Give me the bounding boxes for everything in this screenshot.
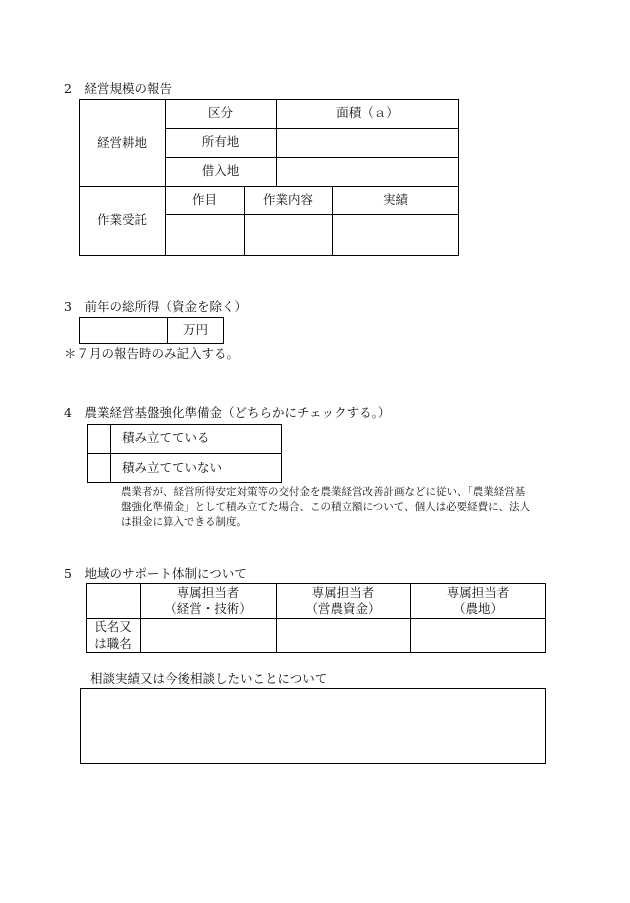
- income-unit: 万円: [182, 322, 208, 337]
- section-divider: [79, 186, 459, 187]
- menseki-header: 面積（ａ）: [336, 105, 399, 120]
- section3-note: ＊７月の報告時のみ記入する。: [64, 346, 240, 361]
- sagyo-jutaku-label: 作業受託: [96, 212, 147, 227]
- col2-header-line2: （営農資金）: [305, 601, 381, 616]
- keiei-gijutsu-field[interactable]: [141, 619, 275, 652]
- option1-label: 積み立てている: [122, 430, 210, 445]
- income-field[interactable]: [80, 318, 166, 343]
- jisseki-field[interactable]: [333, 215, 458, 255]
- col3-header-line1: 専属担当者: [446, 585, 510, 600]
- jisseki-header: 実績: [382, 192, 408, 207]
- shoyuchi-area-field[interactable]: [277, 129, 458, 156]
- shakunyuchi-label: 借入地: [201, 163, 240, 178]
- col3-header-line2: （農地）: [452, 601, 503, 616]
- note-line: 盤強化準備金」として積み立てた場合、この積立額について、個人は必要経費に、法人: [121, 501, 531, 513]
- section4-heading: 4 農業経営基盤強化準備金（どちらかにチェックする。）: [64, 405, 391, 420]
- nouchi-field[interactable]: [411, 619, 545, 652]
- col2-header-line1: 専属担当者: [311, 585, 375, 600]
- col1-header-line2: （経営・技術）: [164, 601, 252, 616]
- sakumoku-field[interactable]: [166, 215, 243, 255]
- note-line: は損金に算入できる制度。: [121, 516, 247, 528]
- shakunyuchi-area-field[interactable]: [277, 158, 458, 185]
- section3-heading: 3 前年の総所得（資金を除く）: [64, 299, 247, 314]
- sagyo-naiyo-header: 作業内容: [262, 192, 313, 207]
- consult-heading: 相談実績又は今後相談したいことについて: [90, 671, 328, 686]
- row-header-line1: 氏名又: [94, 619, 132, 634]
- keiei-kouchi-label: 経営耕地: [96, 135, 147, 150]
- sagyo-naiyo-field[interactable]: [245, 215, 331, 255]
- shoyuchi-label: 所有地: [201, 134, 240, 149]
- col1-header-line1: 専属担当者: [176, 585, 240, 600]
- einou-shikin-field[interactable]: [277, 619, 409, 652]
- section2-heading: 2 経営規模の報告: [64, 81, 172, 96]
- section4-note: [121, 485, 581, 530]
- option2-label: 積み立てていない: [122, 460, 223, 475]
- column-divider: [110, 424, 111, 483]
- option1-checkbox[interactable]: [88, 425, 109, 452]
- row-header-line2: は職名: [94, 636, 132, 651]
- note-line: 農業者が、経営所得安定対策等の交付金を農業経営改善計画などに従い、「農業経営基: [121, 486, 526, 498]
- section5-heading: 5 地域のサポート体制について: [64, 566, 247, 581]
- sakumoku-header: 作目: [191, 192, 217, 207]
- kubun-header: 区分: [207, 105, 233, 120]
- row-divider: [87, 453, 282, 454]
- option2-checkbox[interactable]: [88, 454, 109, 482]
- consult-textarea[interactable]: [80, 688, 546, 764]
